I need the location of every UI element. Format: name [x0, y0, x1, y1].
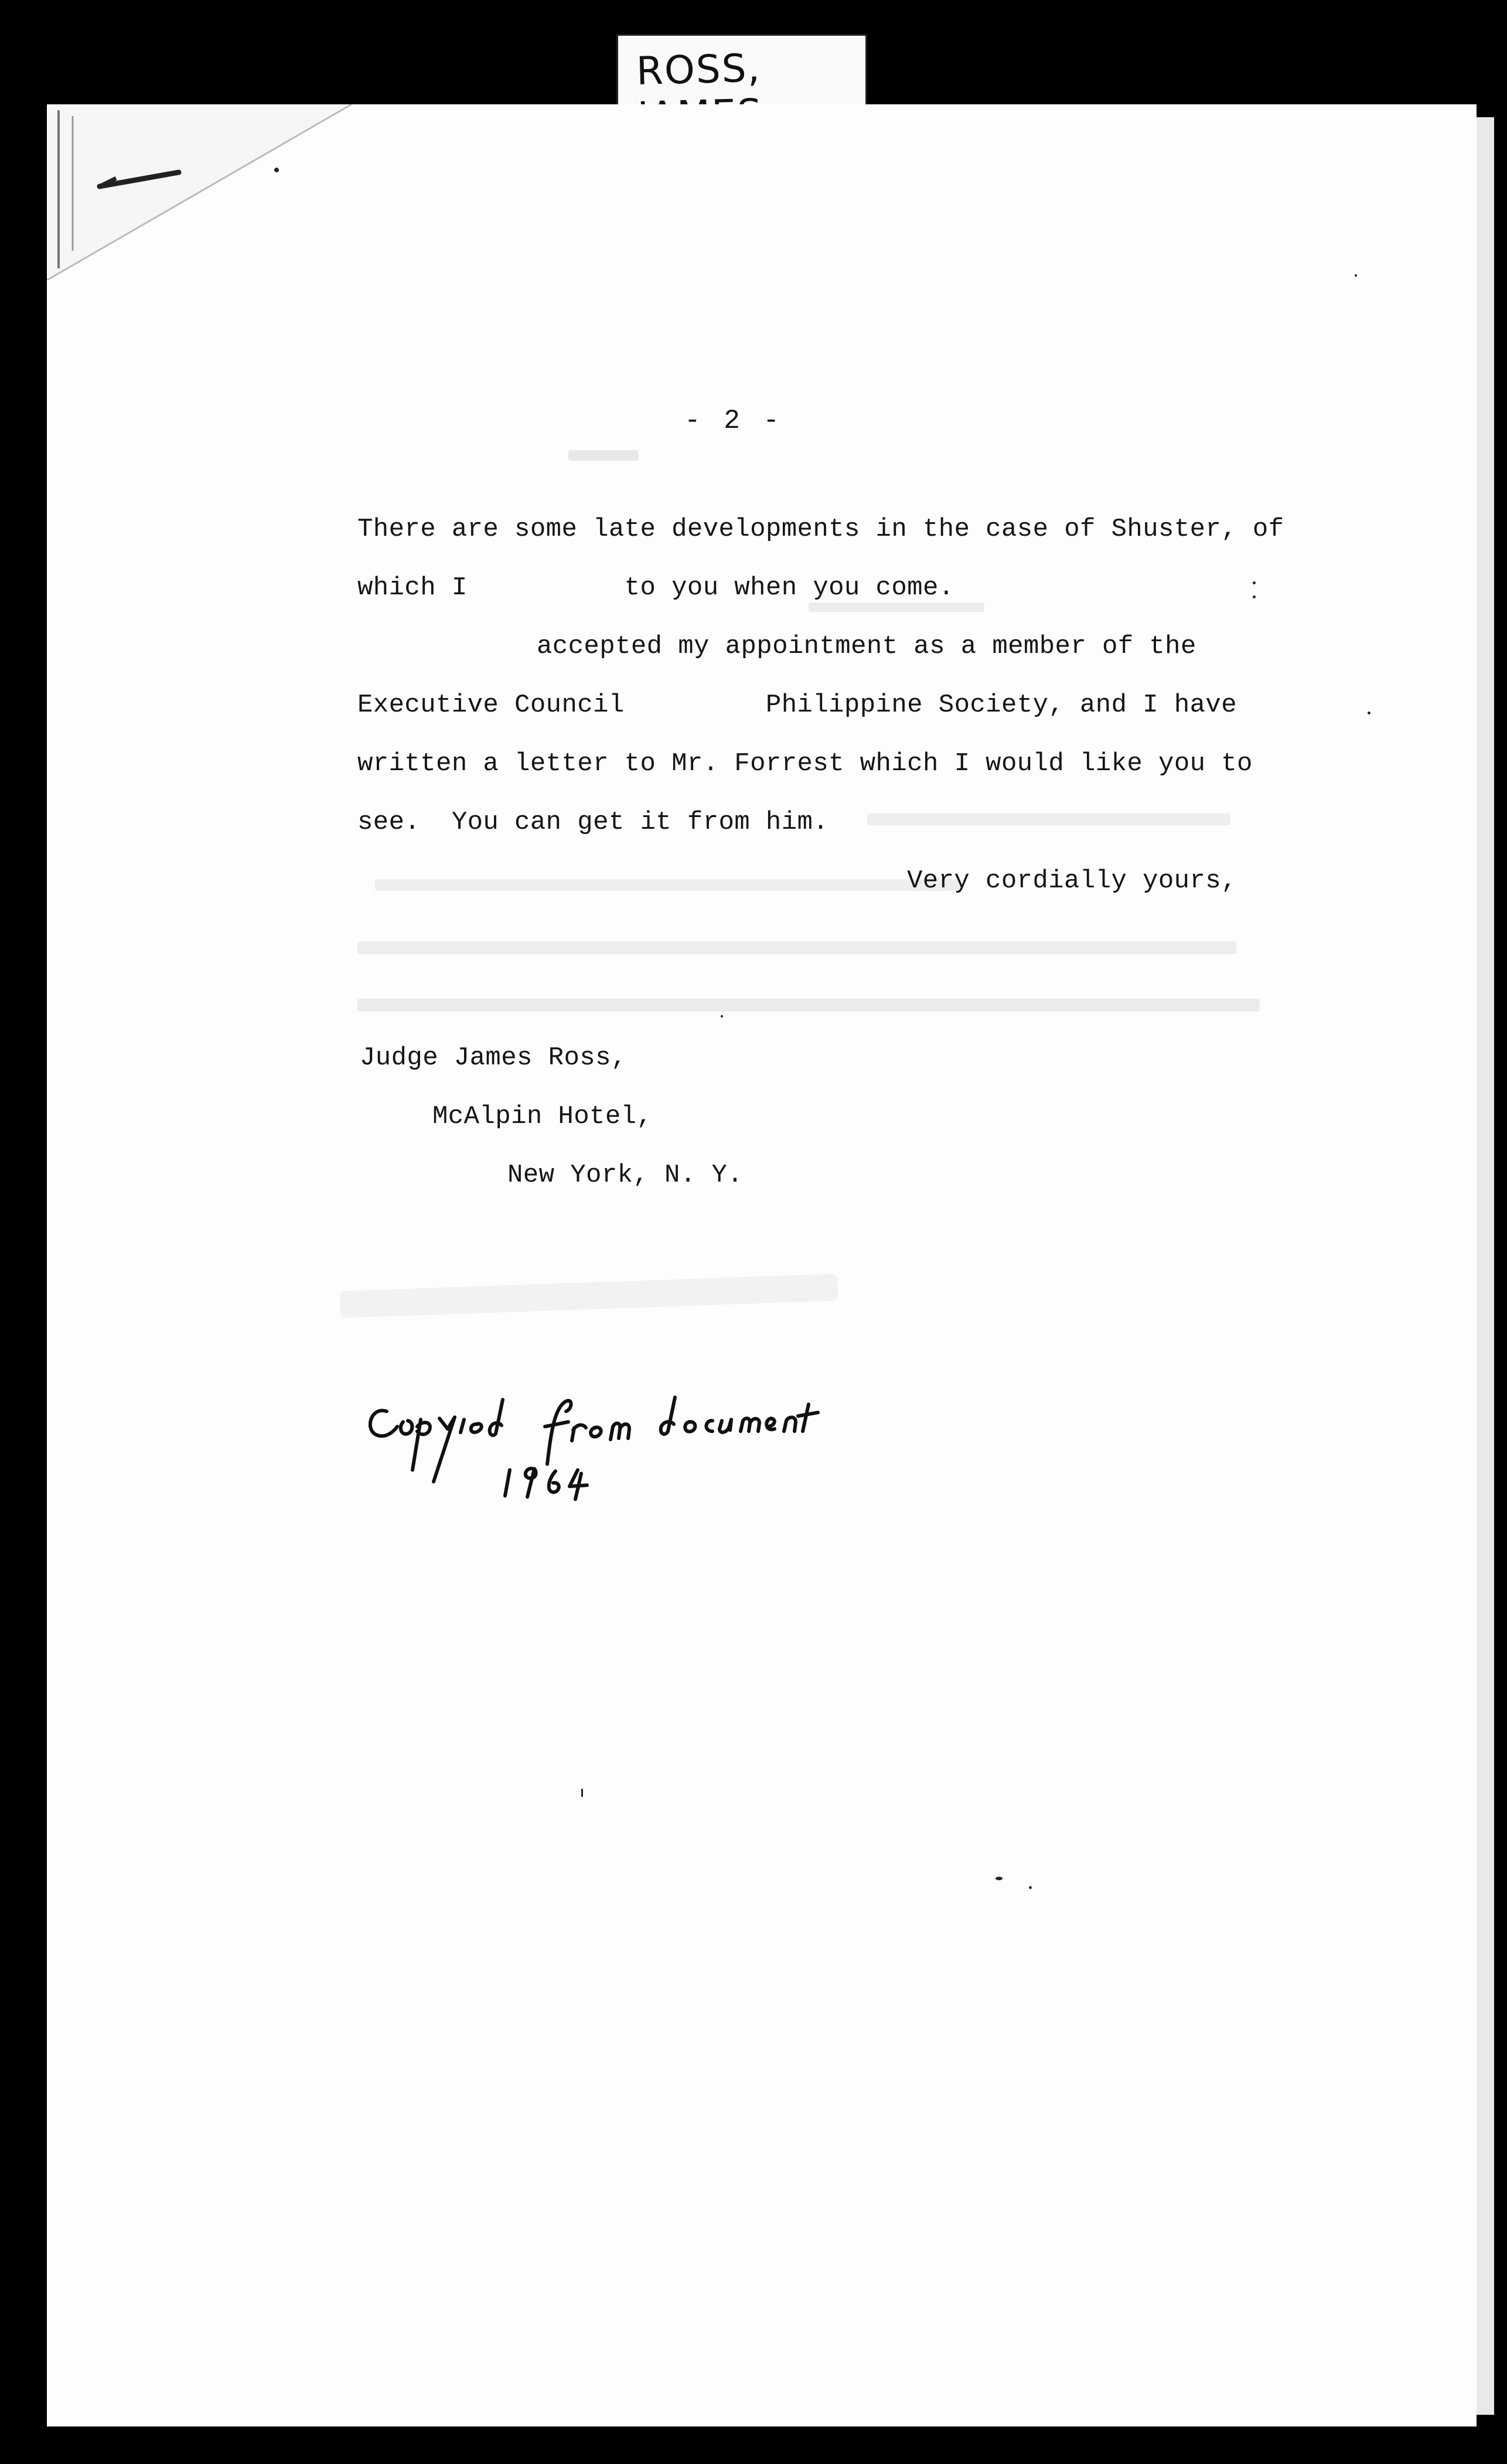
folded-corner	[47, 104, 352, 280]
recipient-city: New York, N. Y.	[507, 1160, 744, 1190]
body-line: see. You can get it from him.	[357, 808, 829, 837]
body-line: There are some late developments in the case of Shuster, of	[357, 515, 1284, 544]
speck	[995, 1877, 1003, 1880]
bleed-through-mark	[357, 999, 1260, 1012]
closing: Very cordially yours,	[907, 866, 1237, 896]
body-line: written a letter to Mr. Forrest which I would like you to	[357, 749, 1253, 778]
recipient-name: Judge James Ross,	[360, 1043, 627, 1073]
speck	[274, 168, 279, 172]
speck	[1355, 274, 1357, 277]
bleed-through-mark	[375, 879, 961, 891]
bleed-through-mark	[809, 603, 984, 612]
bleed-through-mark	[867, 814, 1230, 825]
speck	[1253, 581, 1256, 584]
speck	[721, 1015, 723, 1017]
bleed-through-mark	[339, 1274, 838, 1318]
tab-label-text: ROSS,	[636, 45, 762, 94]
speck	[581, 1789, 583, 1797]
body-line: accepted my appointment as a member of the	[537, 632, 1196, 661]
handwritten-annotation	[352, 1370, 832, 1570]
index-tab	[616, 34, 867, 108]
recipient-hotel: McAlpin Hotel,	[432, 1102, 653, 1131]
bleed-through-mark	[568, 450, 639, 461]
letter-page	[47, 104, 1477, 2426]
body-line: Executive Council Philippine Society, and I have	[357, 690, 1237, 720]
page-number: - 2 -	[684, 406, 783, 436]
bleed-through-mark	[357, 941, 1236, 954]
body-line: which I to you when you come.	[357, 573, 954, 603]
speck	[1253, 595, 1256, 598]
speck	[1029, 1886, 1032, 1889]
speck	[1368, 712, 1370, 714]
